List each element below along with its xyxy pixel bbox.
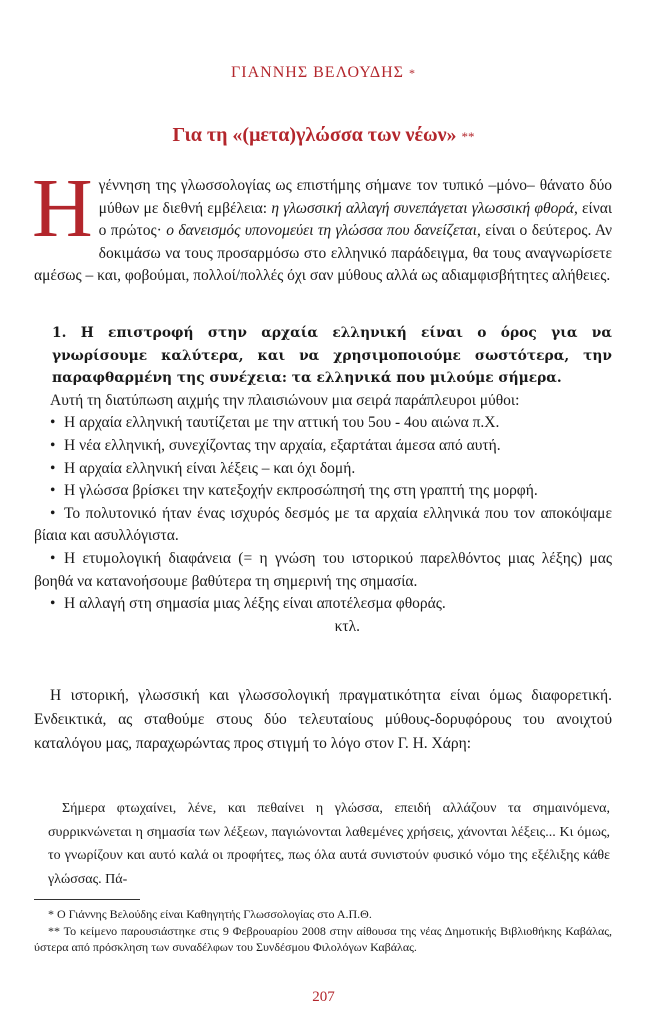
list-item [34,435,612,458]
list-item-text: Η αλλαγή στη σημασία μιας λέξης είναι αποτέλεσμα φθοράς. [64,595,446,613]
article-title [0,124,647,147]
list-item [34,548,612,593]
intro-text-2: , είναι ο πρώτος· [98,199,613,240]
bullet-icon: • [50,459,56,477]
footnote-divider [34,899,140,900]
list-item-text: Η αρχαία ελληνική ταυτίζεται με την αττική του 5ου - 4ου αιώνα π.Χ. [64,414,500,432]
section-heading: 1. Η επιστροφή στην αρχαία ελληνική είναι ο όρος για να γνωρίσουμε καλύτερα, και να χρησιμοποιούμε σωστότερα, την παραφθαρμένη της συνέχεια: τα ελληνικά που μιλούμε σήμερα. [52,325,612,387]
myth-2: ο δανεισμός υπονομεύει τη γλώσσα που δανείζεται [166,222,477,240]
bullet-icon: • [50,504,56,522]
intro-paragraph [32,162,613,288]
footnote-author: * Ο Γιάννης Βελούδης είναι Καθηγητής Γλωσσολογίας στο Α.Π.Θ. [48,907,372,921]
section-1 [34,322,612,638]
list-item-text: Η ετυμολογική διαφάνεια (= η γνώση του ιστορικού παρελθόντος μιας λέξης) μας βοηθά να κατανοήσουμε βαθύτερα τη σημερινή της σημασία. [34,549,612,590]
section-lead: Αυτή τη διατύπωση αιχμής την πλαισιώνουν μια σειρά παράπλευροι μύθοι: [50,391,520,409]
list-item [34,503,612,548]
author-name-text: ΓΙΑΝΝΗΣ ΒΕΛΟΥΔΗΣ [231,64,404,81]
bullet-icon: • [50,482,56,500]
list-item [34,412,612,435]
page-number: 207 [312,989,335,1005]
author-footnote-mark: * [408,66,416,80]
myth-1: η γλωσσική αλλαγή συνεπάγεται γλωσσική φθορά [271,199,574,217]
footnotes [34,906,612,956]
list-item [34,593,612,616]
list-item-text: Η νέα ελληνική, συνεχίζοντας την αρχαία, εξαρτάται άμεσα από αυτή. [64,436,501,454]
footnote-presentation: ** Το κείμενο παρουσιάστηκε στις 9 Φεβρουαρίου 2008 στην αίθουσα της νέας Δημοτικής Βιβλιοθήκης Καβάλας, ύστερα από πρόσκληση των συναδέλφων του Συνδέσμου Φιλολόγων Καβάλας. [34,923,612,954]
author-name [0,64,647,82]
title-footnote-mark: ** [461,129,475,144]
bullet-icon: • [50,549,56,567]
list-item-text: Το πολυτονικό ήταν ένας ισχυρός δεσμός με τα αρχαία ελληνικά που τον αποκόψαμε βίαια και ασυλλόγιστα. [34,504,612,545]
intro-text-3: , είναι ο δεύτερος. Αν δοκιμάσω να τους προσαρμόσω στο ελληνικό παράδειγμα, θα τους αναγνωρίσετε αμέσως – και, φοβούμαι, πολλοί/πολλές όχι σαν μύθους αλλά ως αδιαμφισβήτητες αλήθειες. [34,222,612,285]
article-title-text: Για τη «(μετα)γλώσσα των νέων» [172,124,457,146]
body-paragraph: Η ιστορική, γλωσσική και γλωσσολογική πραγματικότητα είναι όμως διαφορετική. Ενδεικτικά, ας σταθούμε στους δύο τελευταίους μύθους-δορυφόρους του ανοιχτού καταλόγου μας, παραχωρώντας προς στιγμή το λόγο στον Γ. Η. Χάρη: [34,687,612,752]
bullet-icon: • [50,436,56,454]
myth-list [34,412,612,615]
list-item-text: Η αρχαία ελληνική είναι λέξεις – και όχι δομή. [64,459,356,477]
intro-text [32,162,613,288]
list-item [34,458,612,481]
list-item-text: Η γλώσσα βρίσκει την κατεξοχήν εκπροσώπησή της στη γραπτή της μορφή. [64,482,538,500]
list-item [34,480,612,503]
block-quote: Σήμερα φτωχαίνει, λένε, και πεθαίνει η γλώσσα, επειδή αλλάζουν τα σημαινόμενα, συρρικνώνεται η σημασία των λέξεων, παγιώνονται λαθεμένες χρήσεις, χάνονται λέξεις... Κι όμως, το γνωρίζουν και αυτό καλά οι προφήτες, πως όλα αυτά συνιστούν φυσικό νόμο της εξέλιξης κάθε γλώσσας. Πά- [48,801,610,887]
intro-text-1: γέννηση της γλωσσολογίας ως επιστήμης σήμανε τον τυπικό –μόνο– θάνατο δύο μύθων με διεθνή εμβέλεια: [98,177,612,217]
bullet-icon: • [50,414,56,432]
drop-cap: Η [32,162,93,255]
etc-marker: κτλ. [334,617,360,635]
bullet-icon: • [50,595,56,613]
